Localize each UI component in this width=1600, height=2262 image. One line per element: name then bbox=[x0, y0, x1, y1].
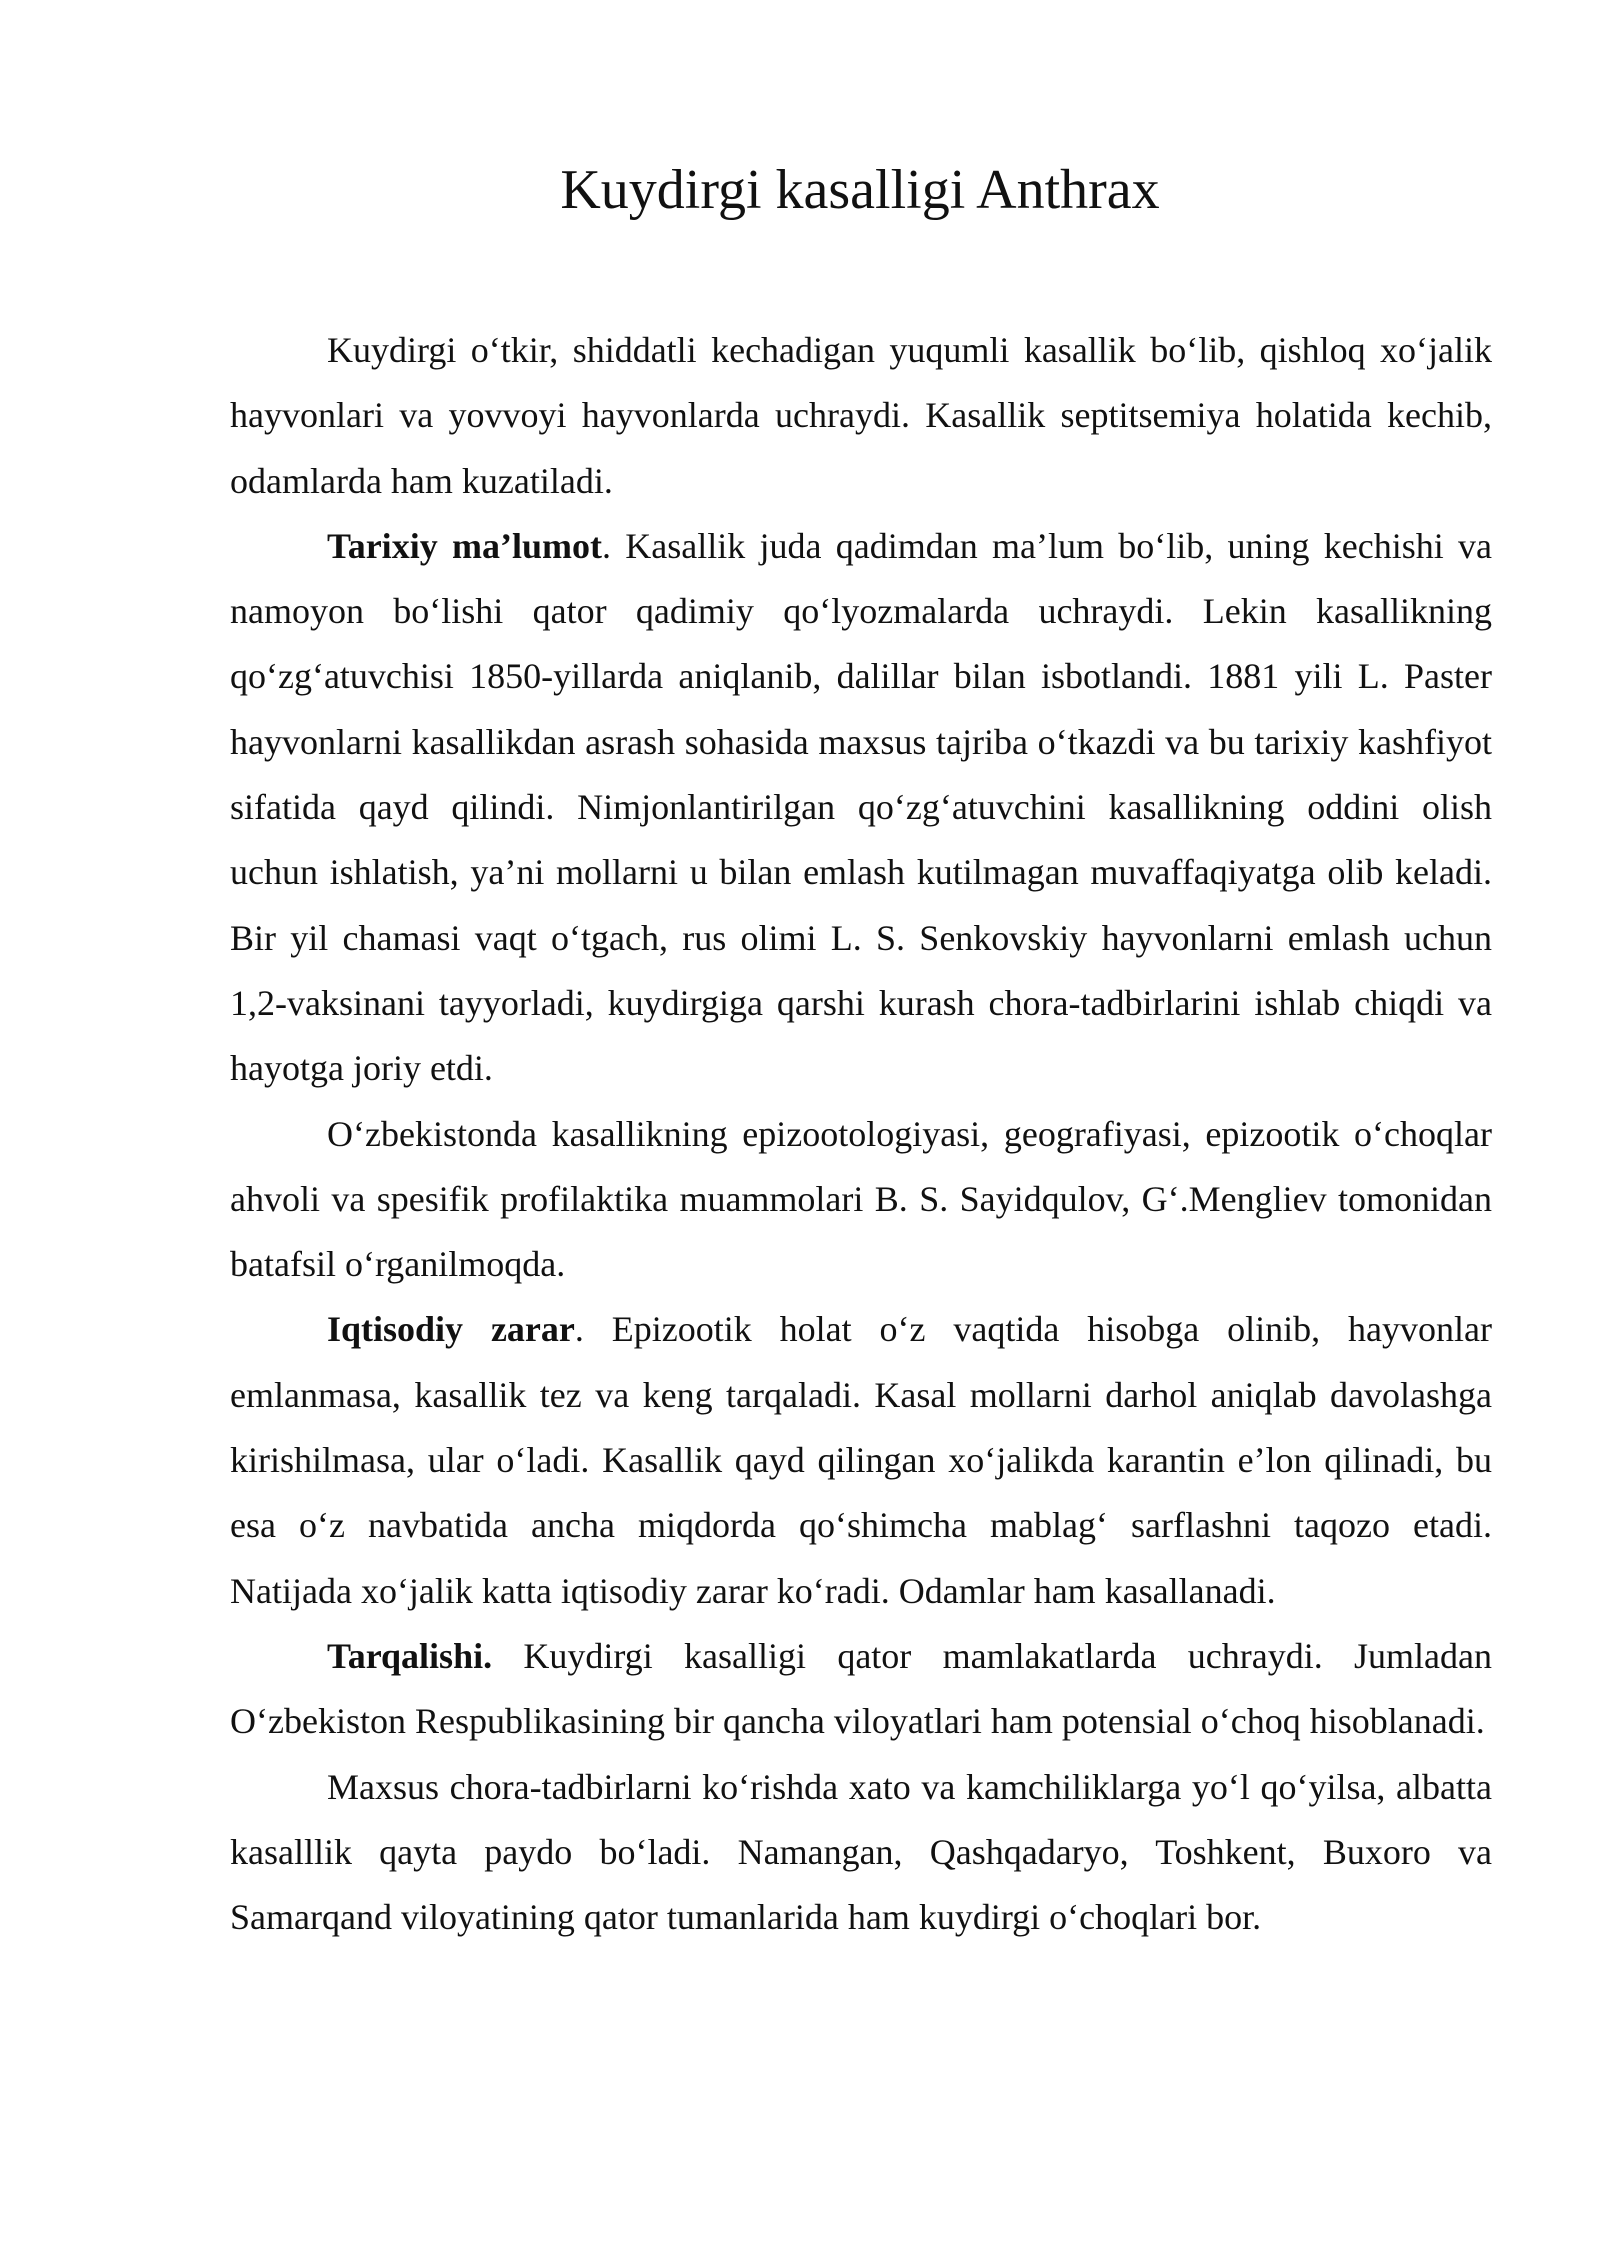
paragraph-economic-damage bbox=[230, 1297, 1492, 1623]
paragraph-uzbekistan-research bbox=[230, 1102, 1492, 1298]
paragraph-distribution bbox=[230, 1624, 1492, 1755]
paragraph-text: . Epizootik holat o‘z vaqtida hisobga olinib, hayvonlar emlanmasa, kasallik tez va keng tarqaladi. Kasal mollarni darhol aniqlab davolashga kirishilmasa, ular o‘ladi. Kasallik qayd qilingan xo‘jalikda karantin e’lon qilinadi, bu esa o‘z navbatida ancha miqdorda qo‘shimcha mablag‘ sarflashni taqozo etadi. Natijada xo‘jalik katta iqtisodiy zarar ko‘radi. Odamlar ham kasallanadi. bbox=[230, 1309, 1492, 1611]
paragraph-text: Kuydirgi kasalligi qator mamlakatlarda uchraydi. Jumladan O‘zbekiston Respublikasining bir qancha viloyatlari ham potensial o‘choq hisoblanadi. bbox=[230, 1635, 1492, 1742]
paragraph-history bbox=[230, 514, 1492, 1102]
paragraph-heading: Tarixiy ma’lumot bbox=[327, 525, 602, 566]
document-body bbox=[230, 318, 1492, 1950]
paragraph-text: . Kasallik juda qadimdan ma’lum bo‘lib, uning kechishi va namoyon bo‘lishi qator qadimiy qo‘lyozmalarda uchraydi. Lekin kasallikning qo‘zg‘atuvchisi 1850-yillarda aniqlanib, dalillar bilan isbotlandi. 1881 yili L. Paster hayvonlarni kasallikdan asrash sohasida maxsus tajriba o‘tkazdi va bu tarixiy kashfiyot sifatida qayd qilindi. Nimjonlantirilgan qo‘zg‘atuvchini kasallikning oddini olish uchun ishlatish, ya’ni mollarni u bilan emlash kutilmagan muvaffaqiyatga olib keladi. Bir yil chamasi vaqt o‘tgach, rus olimi L. S. Senkovskiy hayvonlarni emlash uchun 1,2-vaksinani tayyorladi, kuydirgiga qarshi kurash chora-tadbirlarini ishlab chiqdi va hayotga joriy etdi. bbox=[230, 525, 1493, 1089]
paragraph-heading: Iqtisodiy zarar bbox=[327, 1309, 575, 1350]
paragraph-text: Maxsus chora-tadbirlarni ko‘rishda xato va kamchiliklarga yo‘l qo‘yilsa, albatta kasalllik qayta paydo bo‘ladi. Namangan, Qashqadaryo, Toshkent, Buxoro va Samarqand viloyatining qator tumanlarida ham kuydirgi o‘choqlari bor. bbox=[230, 1766, 1492, 1938]
paragraph-intro bbox=[230, 318, 1492, 514]
paragraph-text: Kuydirgi o‘tkir, shiddatli kechadigan yuqumli kasallik bo‘lib, qishloq xo‘jalik hayvonlari va yovvoyi hayvonlarda uchraydi. Kasallik septitsemiya holatida kechib, odamlarda ham kuzatiladi. bbox=[230, 330, 1492, 501]
paragraph-foci bbox=[230, 1755, 1492, 1951]
paragraph-heading: Tarqalishi. bbox=[327, 1635, 493, 1676]
document-title: Kuydirgi kasalligi Anthrax bbox=[560, 159, 1160, 221]
paragraph-text: O‘zbekistonda kasallikning epizootologiyasi, geografiyasi, epizootik o‘choqlar ahvoli va spesifik profilaktika muammolari B. S. Sayidqulov, G‘.Mengliev tomonidan batafsil o‘rganilmoqda. bbox=[230, 1113, 1492, 1285]
